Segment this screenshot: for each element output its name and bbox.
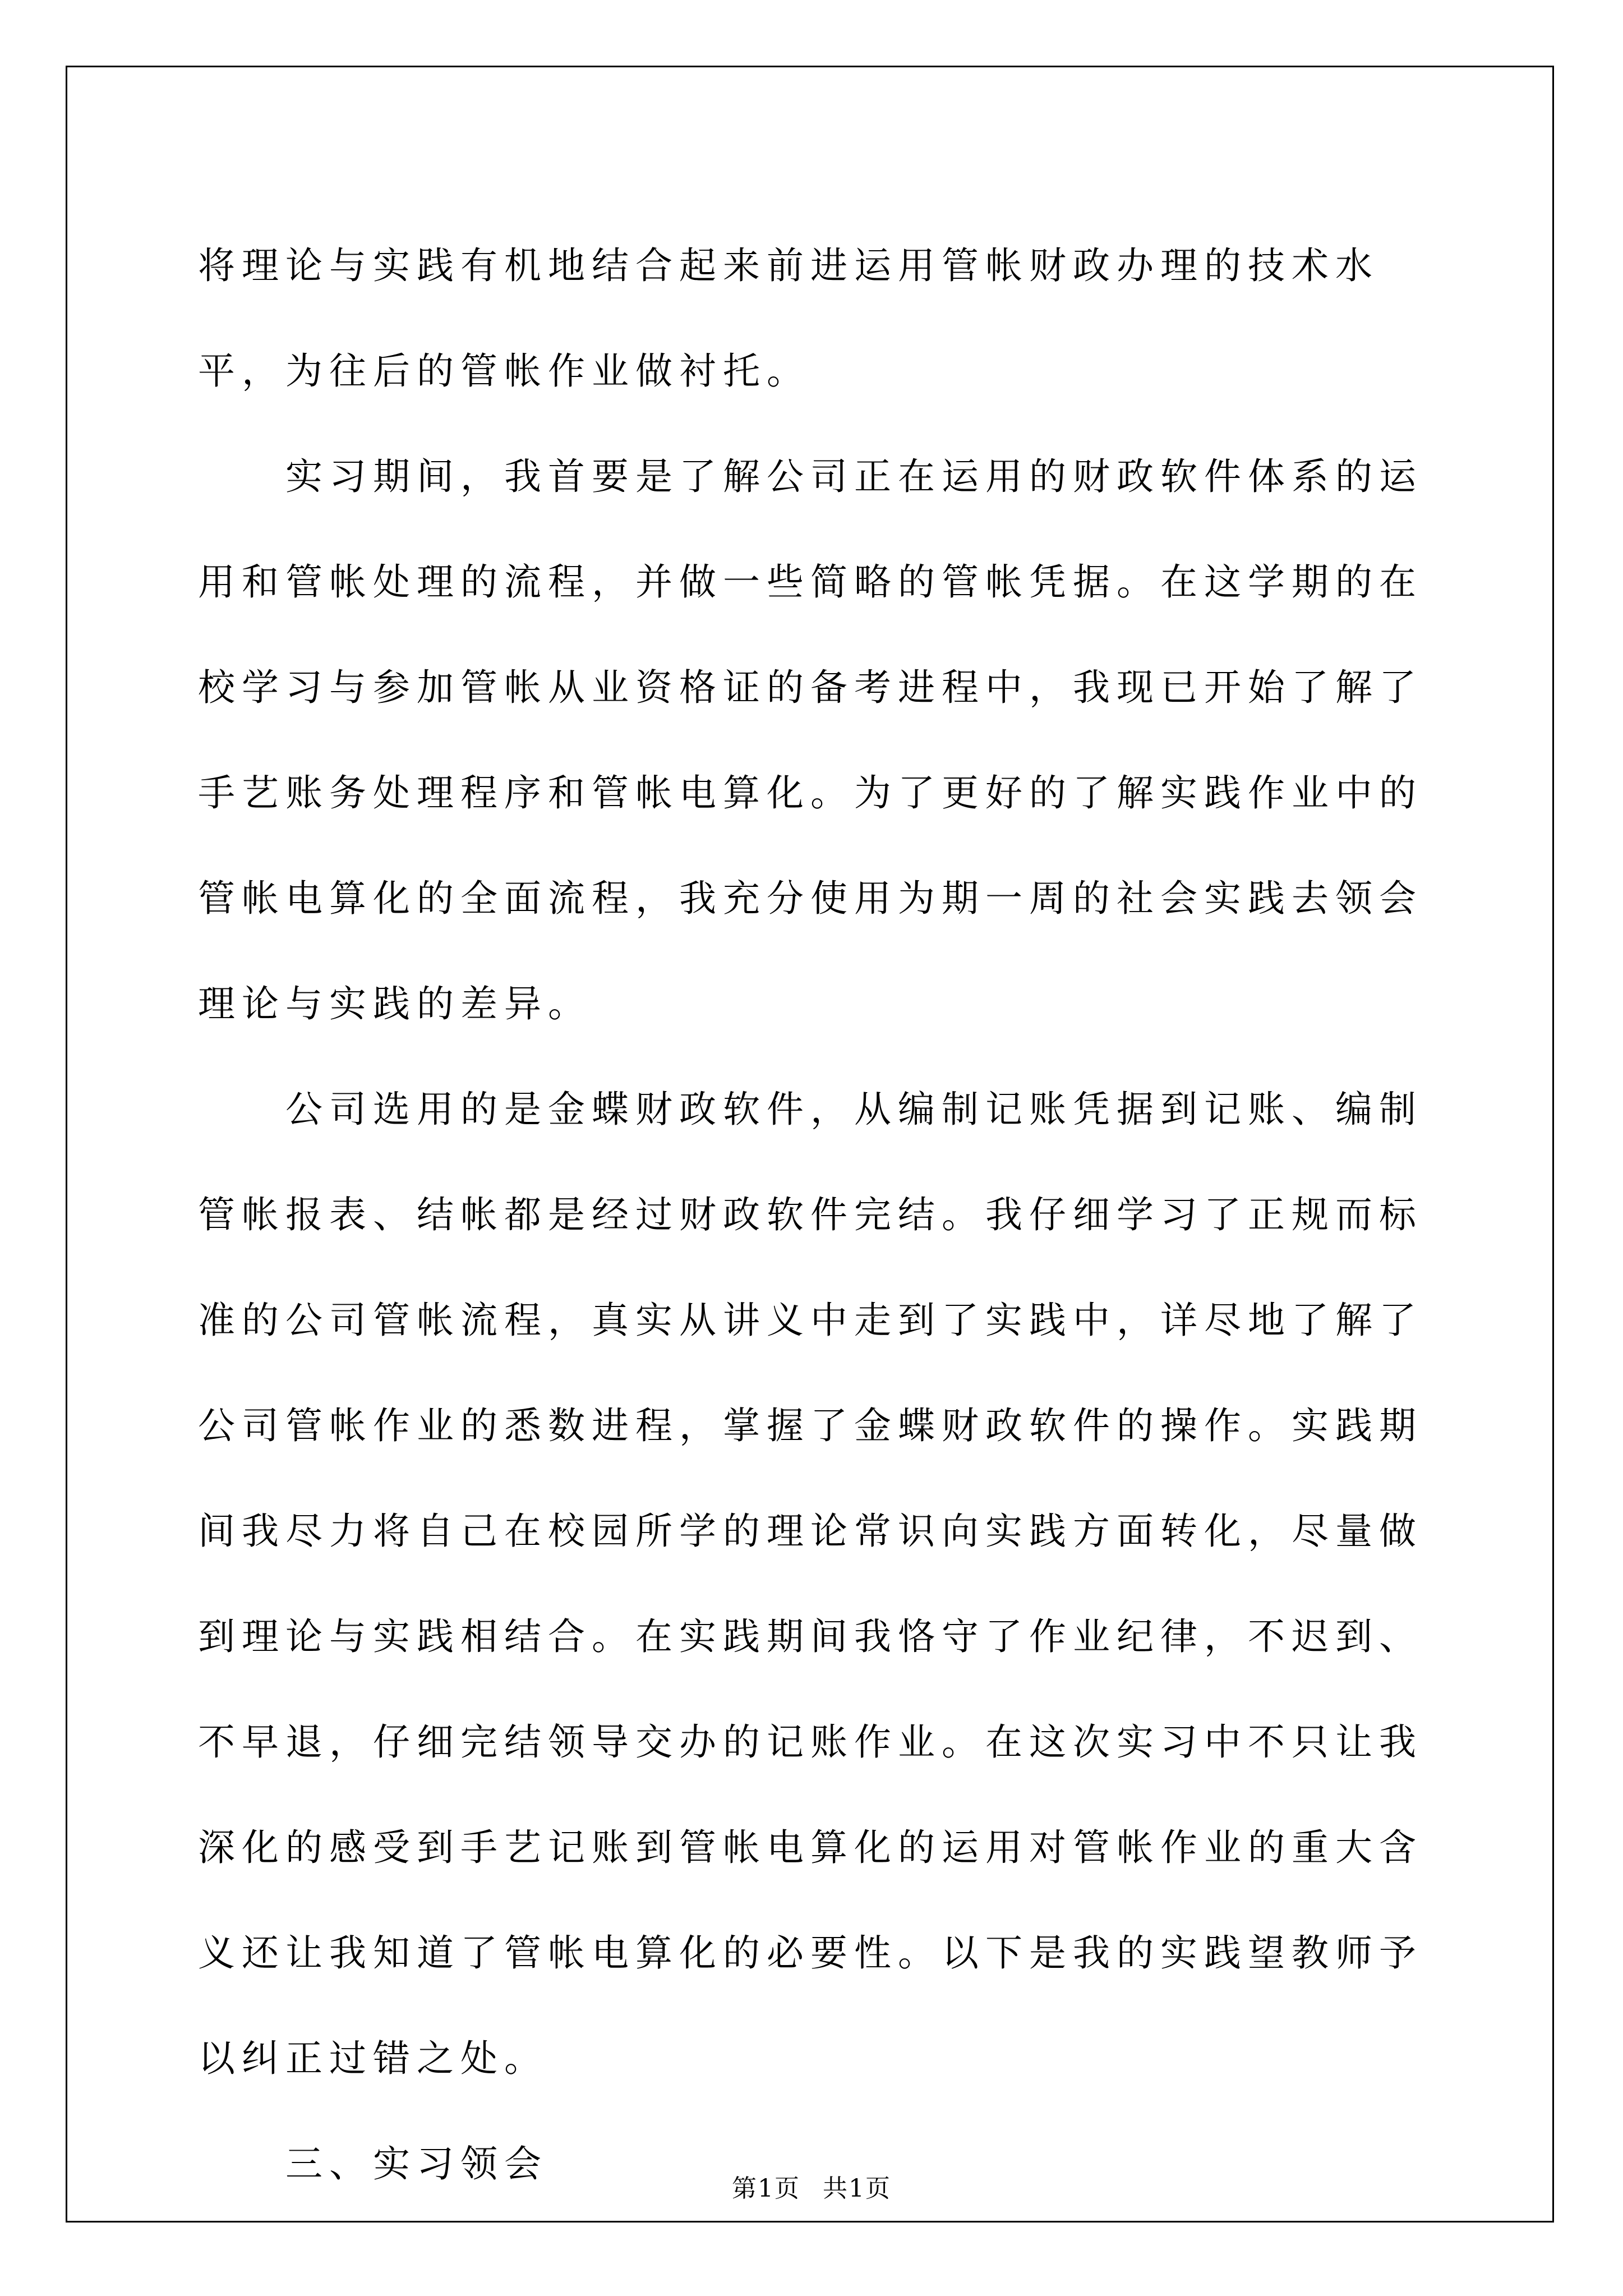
paragraph-kingdee-software: 公司选用的是金蝶财政软件，从编制记账凭据到记账、编制管帐报表、结帐都是经过财政软件完结。我仔细学习了正规而标准的公司管帐流程，真实从讲义中走到了实践中，详尽地了解了公司管帐作业的悉数进程，掌握了金蝶财政软件的操作。实践期间我尽力将自己在校园所学的理论常识向实践方面转化，尽量做到理论与实践相结合。在实践期间我恪守了作业纪律，不迟到、不早退，仔细完结领导交办的记账作业。在这次实习中不只让我深化的感受到手艺记账到管帐电算化的运用对管帐作业的重大含义还让我知道了管帐电算化的必要性。以下是我的实践望教师予以纠正过错之处。 bbox=[198, 1088, 1423, 2080]
page-footer bbox=[0, 2172, 1623, 2206]
document-body bbox=[198, 213, 1438, 2217]
page-number: 第1页 bbox=[732, 2174, 800, 2203]
page-total: 共1页 bbox=[823, 2174, 891, 2203]
paragraph-internship-period: 实习期间，我首要是了解公司正在运用的财政软件体系的运用和管帐处理的流程，并做一些简略的管帐凭据。在这学期的在校学习与参加管帐从业资格证的备考进程中，我现已开始了解了手艺账务处理程序和管帐电算化。为了更好的了解实践作业中的管帐电算化的全面流程，我充分使用为期一周的社会实践去领会理论与实践的差异。 bbox=[198, 455, 1423, 1025]
section-heading-experience: 三、实习领会 bbox=[285, 2142, 548, 2185]
paragraph-intro: 将理论与实践有机地结合起来前进运用管帐财政办理的技术水平，为往后的管帐作业做衬托。 bbox=[198, 244, 1379, 393]
